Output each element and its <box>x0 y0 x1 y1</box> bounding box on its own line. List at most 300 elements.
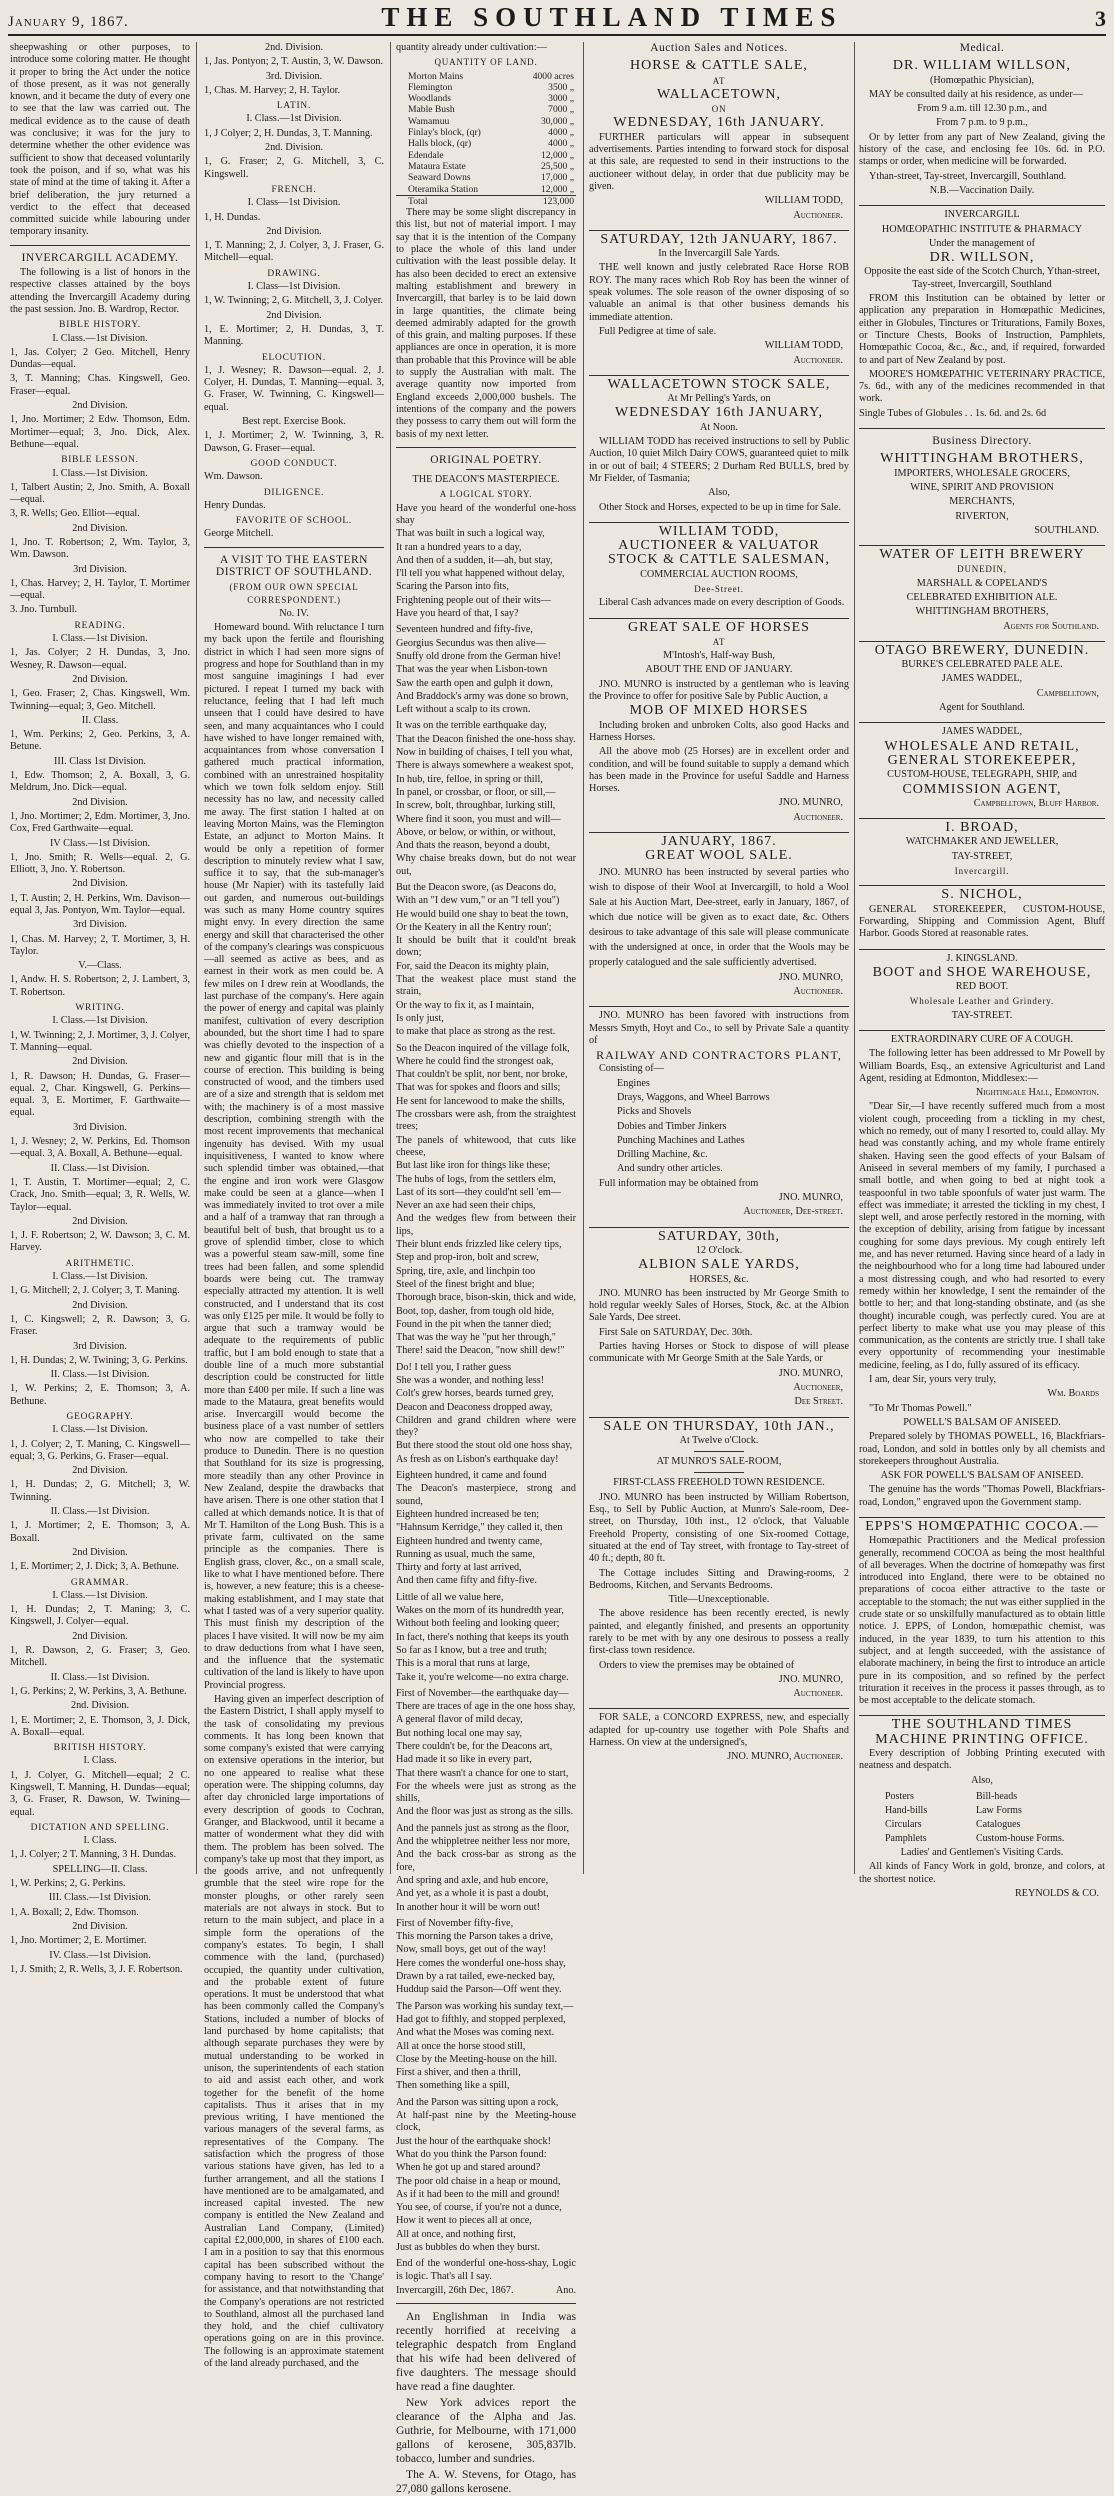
poem-line: Wakes on the morn of its hundredth year, <box>396 1605 564 1617</box>
poem-stanza <box>396 1823 576 1914</box>
advert-role: Auctioneer. <box>793 1688 843 1700</box>
poem-line: And the pannels just as strong as the floor, <box>396 1822 570 1834</box>
honor-list: 1, Jno. Mortimer; 2, E. Mortimer. <box>10 1935 147 1947</box>
poem-line: There are traces of age in the one hoss shay, <box>396 1701 576 1713</box>
honor-list: 1, Chas. Harvey; 2, H. Taylor, T. Mortimer—equal. <box>10 577 190 602</box>
advert-line: Dee-Street. <box>694 583 744 594</box>
advert-title: WEDNESDAY, 16th JANUARY. <box>613 115 825 131</box>
column-5 <box>855 42 1109 1899</box>
honor-list: 1, R. Dawson, 2, G. Fraser; 3, Geo. Mitchell. <box>10 1645 190 1669</box>
advert-title: DR. WILLSON, <box>929 250 1035 266</box>
poem-line: First of November fifty-five, <box>396 1917 514 1929</box>
advert-j-kingsland <box>859 950 1105 1031</box>
class-heading: 2nd Division. <box>72 1465 128 1477</box>
advert-signature: JNO. MUNRO, <box>778 971 843 983</box>
land-name: Finlay's block, (qr) <box>408 127 481 139</box>
honor-list: 1, Geo. Fraser; 2, Chas. Kingswell, Wm. Twinning—equal; 3, Geo. Mitchell. <box>10 688 190 712</box>
poem-line: That was built in such a logical way, <box>396 528 545 540</box>
advert-body: "To Mr Thomas Powell." <box>869 1402 972 1414</box>
honor-list: 1, T. Manning; 2, J. Colyer, 3, J. Fraser, G. Mitchell—equal. <box>204 240 384 264</box>
advert-line: (Homœpathic Physician), <box>929 74 1035 86</box>
poem-stanza <box>396 1592 576 1684</box>
class-heading: I. Class.—1st Division. <box>52 1015 148 1027</box>
advert-title: I. BROAD, <box>945 820 1019 836</box>
advert-body: Consisting of— <box>599 1063 664 1075</box>
plant-item: And sundry other articles. <box>617 1163 723 1175</box>
honor-list: 1, J. Colyer, G. Mitchell—equal; 2 C. Kingswell, T. Manning, H. Dundas—equal; 3, G. Fraser, R. Dawson, W. Twining—equal. <box>10 1769 190 1818</box>
advert-title: GREAT SALE OF HORSES <box>628 619 810 635</box>
land-name: Halls block, (qr) <box>408 138 472 150</box>
poem-line: Do! I tell you, I rather guess <box>396 1361 512 1373</box>
advert-body: JNO. MUNRO has been instructed by Mr George Smith to hold regular weekly Sales of Horses, Stock, &c. at the Albion Sale Yards, Dee street. <box>589 1287 849 1324</box>
land-row <box>396 116 576 127</box>
inquest-text: sheepwashing or other purposes, to introduce some coloring matter. He thought it proper to bring the Act under the notice of those present, as it was not generally known, and it became the duty of every one to see that the law was carried out. The medical evidence as to the cause of death was conclusive; it was for the jury to determine whether the other evidence was sufficient to show that deceased voluntarily took the poison, and if so, what was his state of mind at the time of taking it. After a brief deliberation, the jury returned a verdict to the effect that deceased committed suicide while labouring under temporary insanity. <box>10 42 190 238</box>
honor-list: 1, E. Mortimer; 2, H. Dundas, 3, T. Manning. <box>204 323 384 348</box>
honor-list: 3. Jno. Turnbull. <box>10 604 78 616</box>
advert-line: DUNEDIN, <box>957 564 1007 575</box>
land-name: Oteramika Station <box>408 183 479 195</box>
land-acres: 17,000 „ <box>540 172 574 184</box>
advert-body: GENERAL STOREKEEPER, CUSTOM-HOUSE, Forwarding, Shipping and Commission Agent, Bluff Harbor. Goods Stored at reasonable rates. <box>859 903 1105 940</box>
advert-signature: JNO. MUNRO, Auctioneer. <box>727 1751 843 1763</box>
honor-list: 1, W. Twinning; 2, G. Mitchell, 3, J. Colyer. <box>204 295 384 307</box>
advert-homoeopathic-institute <box>859 206 1105 429</box>
poem-line: And spring and axle, and hub encore, <box>396 1874 549 1886</box>
advert-body: THE well known and justly celebrated Race Horse ROB ROY. The many races which Rob Roy has been the winner of speak volumes. The sole reason of the owner disposing of so valuable an animal is that other business demands his immediate attention. <box>589 262 849 323</box>
advert-body: JNO. MUNRO is instructed by a gentleman who is leaving the Province to offer for positive Sale by Public Auction, a <box>589 678 849 703</box>
advert-line: M'Intosh's, Half-way Bush, <box>663 650 775 662</box>
advert-body: Including broken and unbroken Colts, also good Hacks and Harness Horses. <box>589 719 849 743</box>
advert-rob-roy <box>589 231 849 376</box>
article-byline: (FROM OUR OWN SPECIAL CORRESPONDENT.) <box>229 582 359 605</box>
advert-title: GREAT WOOL SALE. <box>645 848 793 864</box>
poem-line: In hub, tire, felloe, in spring or thill, <box>396 773 543 785</box>
advert-title: AUCTIONEER & VALUATOR <box>618 538 820 554</box>
poem-line: This is a moral that runs at large, <box>396 1658 530 1670</box>
printing-list <box>859 1789 1105 1847</box>
advert-signature: JNO. MUNRO, <box>778 1367 843 1379</box>
advert-albion-sale-yards <box>589 1228 849 1418</box>
table-lead: quantity already under cultivation:— <box>396 42 547 53</box>
poem-line: Snuffy old drone from the German hive! <box>396 650 562 662</box>
advert-line: Opposite the east side of the Scotch Church, Ythan-street, Tay-street, Invercargill, Southland <box>864 266 1100 290</box>
poem-line: In panel, or crossbar, or floor, or sill,— <box>396 786 556 798</box>
advert-role: Auctioneer, <box>793 1381 843 1393</box>
poem-line: Now in building of chaises, I tell you what, <box>396 747 573 759</box>
advert-dr-willson <box>859 57 1105 206</box>
poem-line: But there stood the stout old one hoss shay, <box>396 1440 573 1452</box>
class-heading: 3rd Division. <box>73 1121 127 1133</box>
advert-railway-plant <box>589 1007 849 1227</box>
news-item: New York advices report the clearance of the Alpha and Jas. Guthrie, for Melbourne, with 171,000 gallons of kerosene, 305,837lb. tobacco, lumber and sundries. <box>396 2396 576 2466</box>
land-acres: 4000 „ <box>548 138 574 150</box>
divider <box>694 1472 744 1473</box>
advert-title: EPPS'S HOMŒPATHIC COCOA.— <box>865 1518 1099 1534</box>
poem-line: First a shiver, and then a thrill, <box>396 2067 521 2079</box>
poem-line: In screw, bolt, throughbar, lurking still, <box>396 800 556 812</box>
poem-line: Now, small boys, get out of the way! <box>396 1944 547 1956</box>
advert-signature: REYNOLDS & CO. <box>1014 1887 1099 1899</box>
poem-signature <box>396 2285 576 2297</box>
advert-body: Full Pedigree at time of sale. <box>599 325 717 337</box>
subject-heading: DICTATION AND SPELLING. <box>30 1822 170 1833</box>
poem-line: He would build one shay to beat the town, <box>396 908 569 920</box>
class-heading: I. Class. <box>83 1835 117 1847</box>
advert-body: All kinds of Fancy Work in gold, bronze, and colors, at the shortest notice. <box>859 1861 1105 1885</box>
class-heading: 2nd Division. <box>72 1630 128 1642</box>
article-paragraph: There may be some slight discrepancy in this list, but not of material import. I may say that it is the intention of the Company to place the whole of this land under cultivation with the least possible delay. It has also been decided to erect an extensive malting establishment and brewery in Invercargill, that barley is to be laid down in large quantities, the climate being deemed admirably adapted for the growth of this grain, and malting purposes. If these appliances are once in operation, it is more than probable that this Province will be able to supply the Australian with malt. The average quantity now imported from England exceeds 2,000,000 bushels. The intentions of the company and the powers they possess to carry them out will form the basis of my next letter. <box>396 207 576 440</box>
honor-list: 1, T. Austin, T. Mortimer—equal; 2, C. Crack, Jno. Smith—equal; 3, R. Wells, W. Taylor—equal. <box>10 1176 190 1213</box>
poem-subtitle: A LOGICAL STORY. <box>439 489 533 500</box>
land-acres: 3500 „ <box>548 81 574 93</box>
advert-william-todd <box>589 523 849 619</box>
plant-item: Drilling Machine, &c. <box>617 1149 708 1161</box>
class-heading: 2nd Division. <box>72 1299 128 1311</box>
honor-list: 1, J. Colyer; 2 T. Manning, 3 H. Dundas. <box>10 1849 177 1861</box>
printing-row <box>861 1791 1103 1803</box>
subject-heading: READING. <box>74 620 126 631</box>
land-table <box>396 71 576 208</box>
article-paragraph: Having given an imperfect description of the Eastern District, I shall apply myself to the task of consolidating my previous comments. It has long been known that some company's existed that were carrying on extensive operations in the interior, but no one appeared to realise what these operation were. The shipping columns, day after day chronicled large importations of every description of goods to Cochran, Granger, and Blackwood, until it became a matter of wonderment what they did with them. The problem has been solved. The company's take up most that they import, as the goods arrive, and not unfrequently grumble that the steel wire rope for the monster ploughs, or other rarely seen materials are not always in stock. But to return to the main subject, and place in a simple form the operations of the company's estates. To begin, I shall commence with the land, (purchased) occupied, the quantity under cultivation, and the probable extent of future operations. It must be understood that what has been commonly called the Company's Stations, included a number of blocks of land purchased by home capitalists; that although separate purchases they were by mutual understanding to be worked in unison, the superintendents of each station to aid and assist each other, and work together for the benefit of the home capitalists. Thus it arises that in my previous writing, I have mentioned the various managers of the several farms, as representatives of the Company. The satisfaction which the progress of those various stations have given, has led to a further arrangement, and all the stations I have mentioned are to be amalgamated, and increased capital invested. The new company is entitled the New Zealand and Australian Land Company, (Limited) capital £2,000,000, in shares of £100 each. I am in a position to say that this enormous capital has been subscribed without the company having to resort to the 'Change' for assistance, and that notwithstanding that the Company's operations are not restricted to Southland, almost all the purchased land they hold, and the chief cultivatory operations going on are in this province. The following is an approximate statement of the land already purchased, and the <box>204 1694 384 2370</box>
class-heading: 2nd Division. <box>72 522 128 534</box>
poem-line: And what the Moses was coming next. <box>396 2027 555 2039</box>
land-acres: 12,000 „ <box>540 149 574 161</box>
class-heading: 2nd Division. <box>266 225 322 237</box>
land-row <box>396 82 576 93</box>
class-heading: 3rd Division. <box>73 563 127 575</box>
poem-stanza <box>396 624 576 716</box>
poem-line: Huddup said the Parson—Off went they. <box>396 1984 562 1996</box>
poem-line: And the back cross-bar as strong as the fore, <box>396 1849 576 1873</box>
poem-line: It was on the terrible earthquake day, <box>396 720 547 732</box>
advert-body: The following letter has been addressed to Mr Powell by William Boards, Esq., an extensive Agriculturist and Land Agent, residing at Edmonton, Middlesex:— <box>859 1048 1105 1084</box>
advert-line: POWELL'S BALSAM OF ANISEED. <box>903 1416 1061 1428</box>
divider <box>466 469 506 470</box>
class-heading: II. Class.—1st Division. <box>50 1369 150 1381</box>
honor-list: 1, Edw. Thomson; 2, A. Boxall, 3, G. Meldrum, Jno. Dick—equal. <box>10 770 190 794</box>
poem-line: Left without a scalp to its crown. <box>396 704 531 716</box>
honor-list: 1, Jno. T. Robertson; 2, Wm. Taylor, 3, Wm. Dawson. <box>10 536 190 561</box>
land-row <box>396 150 576 161</box>
advert-line: MARSHALL & COPELAND'S <box>916 577 1048 589</box>
land-acres: 12,000 „ <box>540 183 574 195</box>
honor-list: 1, J. Mortimer; 2, E. Thomson; 3, A. Boxall. <box>10 1520 190 1544</box>
poem-line: All at once the horse stood still, <box>396 2040 526 2052</box>
advert-line: In the Invercargill Sale Yards. <box>658 248 780 260</box>
honor-list: 1, H. Dundas; 2, G. Mitchell; 3, W. Twinning. <box>10 1479 190 1503</box>
poem-line: It ran a hundred years to a day, <box>396 541 522 553</box>
honor-list: 1, J. Mortimer; 2, W. Twinning, 3, R. Dawson, G. Fraser—equal. <box>204 430 384 454</box>
advert-title: JANUARY, 1867. <box>661 834 777 850</box>
class-heading: I. Class. <box>83 1755 117 1767</box>
advert-james-waddel <box>859 723 1105 819</box>
honor-list: 3, R. Wells; Geo. Elliot—equal. <box>10 508 140 520</box>
poem-line: And yet, as a whole it is past a doubt, <box>396 1888 549 1900</box>
subject-heading: WRITING. <box>75 1003 125 1014</box>
poem-stanza <box>396 1688 576 1819</box>
plant-item: Engines <box>617 1077 650 1089</box>
advert-title: WATER OF LEITH BREWERY <box>879 547 1085 563</box>
advert-role: Auctioneer, Dee-street. <box>743 1206 843 1218</box>
class-heading: 3rd. Division. <box>265 70 323 82</box>
plant-list <box>589 1078 849 1176</box>
class-heading: I. Class.—1st Division. <box>52 1424 148 1436</box>
honor-list: 3, T. Manning; Chas. Kingswell, Geo. Fraser—equal. <box>10 373 190 397</box>
printing-row <box>861 1819 1103 1831</box>
advert-body: MOORE'S HOMŒPATHIC VETERINARY PRACTICE, 7s. 6d., with any of the medicines recommended in that work. <box>859 368 1105 405</box>
advert-line: RED BOOT. <box>955 981 1009 993</box>
class-heading: 2nd. Division. <box>264 42 324 53</box>
poem-line: Without both feeling and looking queer; <box>396 1618 560 1630</box>
column-2 <box>200 42 388 2370</box>
poem-line: I'll tell you what happened without delay, <box>396 568 565 580</box>
printing-item: Bill-heads <box>976 1790 1018 1802</box>
land-name: Flemington <box>408 81 453 93</box>
advert-title: BOOT and SHOE WAREHOUSE, <box>872 964 1092 980</box>
advert-body: FOR SALE, a CONCORD EXPRESS, new, and especially adapted for up-country use together with Pole Shafts and Harness. On view at the undersigned's, <box>589 1712 849 1749</box>
poem-line: That the Deacon finished the one-hoss shay. <box>396 733 576 745</box>
advert-title: S. NICHOL, <box>941 887 1023 903</box>
class-heading: III. Class.—1st Division. <box>48 1892 152 1904</box>
academy-intro: The following is a list of honors in the respective classes attained by the boys attending the Invercargill Academy during the past session. Jno. B. Wardrop, Rector. <box>10 267 190 315</box>
poem-line: There! said the Deacon, "now shill dew!" <box>396 1345 565 1357</box>
advert-body: JNO. MUNRO has been favored with instructions from Messrs Smyth, Hoyt and Co., to sell by Private Sale a quantity of <box>589 1010 849 1046</box>
advert-line: MERCHANTS, <box>949 496 1015 508</box>
advert-line: Under the management of <box>928 237 1036 249</box>
poem-line: As if it had been to the mill and ground! <box>396 2188 560 2200</box>
poem-line: The Deacon's masterpiece, strong and sound, <box>396 1483 576 1507</box>
advert-body: Every description of Jobbing Printing executed with neatness and despatch. <box>859 1748 1105 1772</box>
advert-epps-cocoa <box>859 1518 1105 1716</box>
poem-line: Or the Keatery in all the Kentry roun'; <box>396 921 552 933</box>
advert-line: ASK FOR POWELL'S BALSAM OF ANISEED. <box>880 1470 1084 1482</box>
advert-line: ABOUT THE END OF JANUARY. <box>645 664 793 676</box>
advert-line: Invercargill. <box>954 866 1010 877</box>
advert-title: WALLACETOWN STOCK SALE, <box>607 376 831 392</box>
poem-line: Close by the Meeting-house on the hill. <box>396 2053 557 2065</box>
poem-line: And the floor was just as strong as the sills. <box>396 1806 574 1818</box>
advert-body: Parties having Horses or Stock to dispose of will please communicate with Mr George Smith at the Sale Yards, or <box>589 1341 849 1365</box>
advert-line: Nightingale Hall, Edmonton. <box>975 1087 1099 1099</box>
honor-list: 1, Jas. Pontyon; 2, T. Austin, 3, W. Dawson. <box>204 56 384 68</box>
advert-body: Liberal Cash advances made on every description of Goods. <box>599 597 845 609</box>
printing-item: Posters <box>885 1790 914 1802</box>
advert-s-nichol <box>859 886 1105 949</box>
poem-line: Frightening people out of their wits— <box>396 594 551 606</box>
plant-item: Drays, Waggons, and Wheel Barrows <box>617 1092 770 1103</box>
class-heading: 3rd Division. <box>73 919 127 931</box>
land-row <box>396 184 576 196</box>
advert-line: IMPORTERS, WHOLESALE GROCERS, <box>894 467 1070 479</box>
advert-line: INVERCARGILL <box>944 209 1020 221</box>
advert-line: At Noon. <box>700 421 738 433</box>
class-heading: 2nd Division. <box>266 309 322 321</box>
poem-line: The Parson was working his sunday text,— <box>396 2000 574 2012</box>
poem-line: First of November—the earthquake day— <box>396 1687 569 1699</box>
class-heading: 2nd Division. <box>72 878 128 890</box>
advert-wallacetown-stock-sale <box>589 376 849 523</box>
poem-line: Have you heard of the wonderful one-hoss shay <box>396 502 576 526</box>
advert-body: JNO. MUNRO has been instructed by William Robertson, Esq., to Sell by Public Auction, at Munro's Sale-room, Dee-street, on Thursday, 10th inst., 12 o'clock, that Valuable Freehold Property, consisting of one Six-roomed Cottage, situated at the end of Tay street, with frontage to Tay-street of 40 ft.; depth, 80 ft. <box>589 1491 849 1565</box>
newspaper-title: THE SOUTHLAND TIMES <box>381 2 843 32</box>
honor-list: George Mitchell. <box>204 528 274 540</box>
advert-body: Or by letter from any part of New Zealand, giving the history of the case, and enclosing fee 10s. 6d. in P.O. stamps or order, when medicine will be forwarded. <box>859 131 1105 168</box>
land-row <box>396 71 576 82</box>
column-4 <box>585 42 853 1874</box>
poem-line: You see, of course, if you're not a dunce, <box>396 2202 562 2214</box>
advert-title: WILLIAM TODD, <box>658 523 780 539</box>
advert-line: Agent for Southland. <box>939 702 1025 714</box>
class-heading: III. Class 1st Division. <box>54 755 146 767</box>
honor-list: 1, G. Mitchell; 2, J. Colyer; 3, T. Maning. <box>10 1285 180 1297</box>
subject-heading: BIBLE HISTORY. <box>59 320 141 331</box>
column-rule <box>196 42 197 1874</box>
honor-list: 1, H. Dundas. <box>204 211 261 223</box>
class-heading: 2nd Division. <box>72 1215 128 1227</box>
poem-line: But the Deacon swore, (as Deacons do, <box>396 882 557 893</box>
honor-list: 1, J. Wesney; R. Dawson—equal. 2, J. Colyer, H. Dundas, T. Manning—equal. 3, G. Fraser, W. Twinning, C. Kingswell—equal. <box>204 364 384 413</box>
advert-line: At Mr Pelling's Yards, on <box>667 393 771 405</box>
poem-line: How it went to pieces all at once, <box>396 2215 532 2227</box>
land-acres: 123,000 <box>514 195 576 207</box>
honor-list: 1, R. Dawson; H. Dundas, G. Fraser—equal. 2, Char. Kingswell, G. Perkins—equal. 3, E. Mortimer, F. Garthwaite—equal. <box>10 1070 190 1119</box>
plant-item: Dobies and Timber Jinkers <box>617 1120 727 1132</box>
page-number: 3 <box>1094 6 1106 31</box>
advert-body: Ythan-street, Tay-street, Invercargill, Southland. <box>869 170 1067 182</box>
class-heading: I. Class—1st Division. <box>247 197 341 209</box>
poem-line: Seventeen hundred and fifty-five, <box>396 624 533 636</box>
advert-line: WINE, SPIRIT AND PROVISION <box>910 481 1054 493</box>
class-heading: 2nd. Division. <box>70 1700 130 1712</box>
advert-i-broad <box>859 819 1105 886</box>
poem-line: Is only just, <box>396 1012 444 1024</box>
poem-line: There couldn't be, for the Deacons art, <box>396 1741 553 1752</box>
advert-line: ON <box>711 104 727 115</box>
poem-line: Had got to fifthly, and stopped perplexed, <box>396 2013 566 2025</box>
advert-line: RIVERTON, <box>955 510 1009 522</box>
class-heading: 2nd Division. <box>72 1056 128 1068</box>
advert-line: COMMERCIAL AUCTION ROOMS, <box>640 568 798 580</box>
land-acres: 4000 acres <box>532 70 574 82</box>
land-acres: 30,000 „ <box>540 115 574 127</box>
class-heading: II. Class. <box>81 714 119 726</box>
poem-stanza <box>396 503 576 621</box>
news-item: The A. W. Stevens, for Otago, has 27,080 gallons kerosene. <box>396 2468 576 2496</box>
advert-line: AT <box>712 636 726 647</box>
honor-list: 1, Jno. Mortimer; 2, Edm. Mortimer, 3, Jno. Cox, Fred Garthwaite—equal. <box>10 810 190 835</box>
advert-body: JNO. MUNRO has been instructed by several parties who wish to dispose of their Wool at Invercargill, to hold a Wool Sale at his Auction Mart, Dee-street, early in January, 1867, of which due notice will be given as to exact date, &c. Others desirous to take advantage of this sale will please communicate with the undersigned at once, in order that the Wools may be properly catalogued and the sale sufficiently advertised. <box>589 866 849 968</box>
class-heading: 2nd Division. <box>72 796 128 808</box>
advert-title: WEDNESDAY 16th JANUARY, <box>614 405 823 421</box>
poem-line: Scaring the Parson into fits, <box>396 581 509 593</box>
honor-list: 1, Chas. M. Harvey; 2, T. Mortimer, 3, H. Taylor. <box>10 933 190 957</box>
advert-body: "Dear Sir,—I have recently suffered much from a most violent cough, proceeding from a tickling in my chest, which no remedy, out of many I resorted to, could allay. My head was constantly aching, and my whole frame entirely shaken. Having seen the good effects of your Balsam of Aniseed in several members of my family, I purchased a small bottle, and when going to bed at night took a teaspoonful in two table spoonfuls of water just warm. The effect was immediate; it arrested the tickling in my chest, I slept well, and arose perfectly restored in the morning, with the exception of debility, arising from fatigue by incessant coughing for some days previous. My cough entirely left me, and has never returned. Having since heard of a lady in the neighbourhood who for a long time had laboured under a most distressing cough, and who had resorted to every remedy within her knowledge, I sent the remainder of the bottle to her; and that long-standing obstinate, and (as she thought) incurable cough, was perfectly cured. You are at perfect liberty to make what use you may please of this communication, as the contents are strictly true. I shall take every opportunity of recommending your inestimable medicine, feeling, as I do, fully assured of its efficacy. <box>859 1101 1105 1371</box>
poem-line: At half-past nine by the Meeting-house clock, <box>396 2110 576 2134</box>
advert-title: ALBION SALE YARDS, <box>638 1257 800 1273</box>
advert-body: The Cottage includes Sitting and Drawing-rooms, 2 Bedrooms, Kitchen, and Servants Bedrooms. <box>589 1567 849 1591</box>
class-heading: II. Class.—1st Division. <box>50 1671 150 1683</box>
poem-line: So the Deacon inquired of the village folk, <box>396 1042 570 1054</box>
poem-line: And thats the reason, beyond a doubt, <box>396 840 550 852</box>
poem-line: Why chaise breaks down, but do not wear out, <box>396 853 576 877</box>
advert-title: COMMISSION AGENT, <box>902 781 1062 797</box>
honor-list: Henry Dundas. <box>204 499 266 511</box>
table-caption: QUANTITY OF LAND. <box>434 57 538 68</box>
honor-list: 1, J. F. Robertson; 2, W. Dawson; 3, C. M. Harvey. <box>10 1230 190 1254</box>
poem-line: Thorough brace, bison-skin, thick and wide, <box>396 1292 576 1304</box>
printing-item: Catalogues <box>976 1818 1021 1830</box>
issue-date: January 9, 1867. <box>8 14 129 30</box>
divider <box>694 1451 744 1452</box>
poem-stanza <box>396 1362 576 1466</box>
advert-title: HORSE & CATTLE SALE, <box>630 58 808 74</box>
honor-list: 1, Jno. Mortimer; 2 Edw. Thomson, Edm. Mortimer—equal; 3, Jno. Dick, Alex. Bethune—equal. <box>10 414 190 450</box>
class-heading: Best rept. Exercise Book. <box>242 416 346 428</box>
advert-line: N.B.—Vaccination Daily. <box>929 184 1035 196</box>
land-row <box>396 104 576 115</box>
advert-title: EXTRAORDINARY CURE OF A COUGH. <box>890 1034 1074 1045</box>
advert-signature: Wm. Boards <box>1047 1388 1099 1400</box>
advert-line: AT MUNRO'S SALE-ROOM, <box>656 1456 782 1468</box>
advert-body: The above residence has been recently erected, is newly painted, and elegantly finished, and presents an opportunity rarely to be met with by any one desirous to possess a really first-class town residence. <box>589 1608 849 1657</box>
advert-line: CUSTOM-HOUSE, TELEGRAPH, SHIP, and <box>887 769 1077 781</box>
honor-list: 1, Wm. Perkins; 2, Geo. Perkins, 3, A. Betune. <box>10 729 190 753</box>
land-row <box>396 127 576 138</box>
land-acres: 25,500 „ <box>540 160 574 172</box>
advert-line: WATCHMAKER AND JEWELLER, <box>905 836 1059 848</box>
poem-line: The hubs of logs, from the settlers elm, <box>396 1173 556 1185</box>
honor-list: 1, Chas. M. Harvey; 2, H. Taylor. <box>204 84 341 96</box>
poem-end: End of the wonderful one-hoss-shay, Logic is logic. That's all I say. <box>396 2258 576 2282</box>
divider <box>10 245 190 246</box>
subject-heading: BRITISH HISTORY. <box>53 1743 147 1754</box>
class-heading: I. Class.—1st Division. <box>52 633 148 645</box>
class-heading: I. Class.—1st Division. <box>246 113 342 125</box>
subject-heading: DRAWING. <box>267 268 321 279</box>
divider <box>396 447 576 448</box>
poem-line: That couldn't be split, nor bent, nor broke, <box>396 1069 568 1081</box>
poem-line: That was the way he "put her through," <box>396 1332 556 1344</box>
advert-role: Dee Street. <box>794 1396 843 1408</box>
poem-line: to make that place as strong as the rest. <box>396 1026 556 1038</box>
poem-line: The panels of whitewood, that cuts like cheese, <box>396 1134 576 1158</box>
poem-line: That there wasn't a chance for one to start, <box>396 1767 569 1779</box>
poem-line: Have you heard of that, I say? <box>396 608 519 620</box>
poem-line: So far as I know, but a tree and truth; <box>396 1644 547 1656</box>
section-heading: Auction Sales and Notices. <box>650 42 788 54</box>
poem-line: Eighteen hundred and twenty came, <box>396 1535 543 1547</box>
class-heading: 2nd Division. <box>72 400 128 412</box>
honor-list: 1, H. Dundas; 2, T. Maning; 3, C. Kingswell, J. Colyer—equal. <box>10 1604 190 1628</box>
class-heading: 2nd Division. <box>72 1546 128 1558</box>
advert-line: JAMES WADDEL, <box>941 726 1023 738</box>
column-rule <box>390 42 391 1874</box>
subject-heading: GRAMMAR. <box>70 1577 130 1588</box>
advert-line: SOUTHLAND. <box>1034 524 1099 536</box>
subject-heading: GEOGRAPHY. <box>66 1411 134 1422</box>
printing-item: Custom-house Forms. <box>976 1832 1065 1844</box>
advert-line: TAY-STREET, <box>951 850 1013 862</box>
class-heading: II. Class.—1st Division. <box>50 1162 150 1174</box>
land-name: Mable Bush <box>408 104 455 116</box>
honor-list: 1, Jas. Colyer; 2 Geo. Mitchell, Henry Dundas—equal. <box>10 346 190 371</box>
subject-heading: LATIN. <box>276 101 312 112</box>
poem-line: Steel of the finest bright and blue; <box>396 1278 535 1290</box>
poem-line: For, said the Deacon its mighty plain, <box>396 960 549 972</box>
advert-signature: WILLIAM TODD, <box>764 340 843 352</box>
advert-body: All the above mob (25 Horses) are in excellent order and condition, and will be found suitable to supply a demand which has been made in the Province for useful Saddle and Harness Horses. <box>589 746 849 795</box>
poem-line: Drawn by a rat tailed, ewe-necked bay, <box>396 1971 555 1983</box>
